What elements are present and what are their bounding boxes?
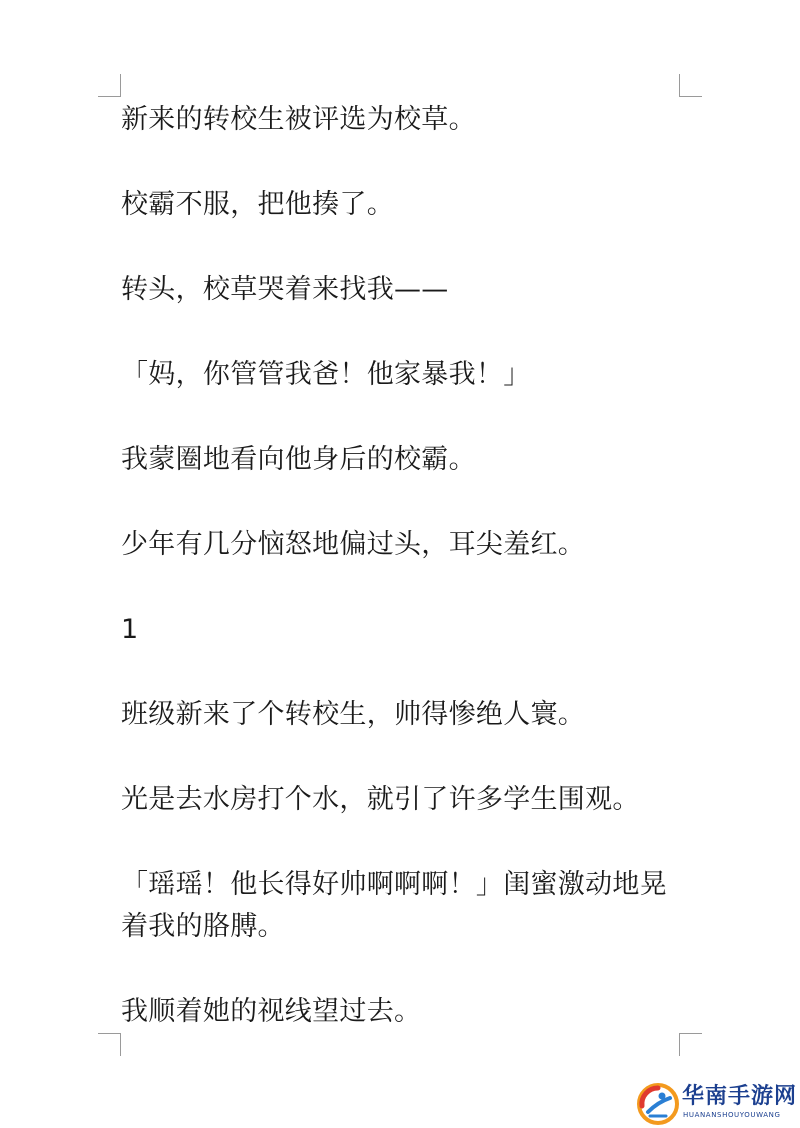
paragraph: 转头，校草哭着来找我—— [121,274,449,305]
paragraph: 少年有几分恼怒地偏过头，耳尖羞红。 [121,529,586,560]
document-body [121,99,686,1076]
paragraph: 光是去水房打个水，就引了许多学生围观。 [121,784,640,815]
crop-mark-top-right [679,74,702,97]
site-watermark [636,1082,796,1126]
watermark-title: 华南手游网 [682,1084,798,1109]
paragraph: 校霸不服，把他揍了。 [121,189,394,220]
paragraph: 班级新来了个转校生，帅得惨绝人寰。 [121,699,586,730]
crop-mark-bottom-left [98,1033,121,1056]
chapter-number: 1 [121,614,139,645]
watermark-subtitle: HUANANSHOUYOUWANG [683,1111,781,1119]
game-logo-icon [636,1082,680,1126]
paragraph: 我蒙圈地看向他身后的校霸。 [121,444,476,475]
paragraph: 「妈，你管管我爸！他家暴我！」 [121,359,531,390]
crop-mark-top-left [98,74,121,97]
paragraph: 新来的转校生被评选为校草。 [121,104,476,135]
paragraph: 我顺着她的视线望过去。 [121,996,422,1027]
paragraph: 「瑶瑶！他长得好帅啊啊啊！」闺蜜激动地晃着我的胳膊。 [121,869,667,942]
